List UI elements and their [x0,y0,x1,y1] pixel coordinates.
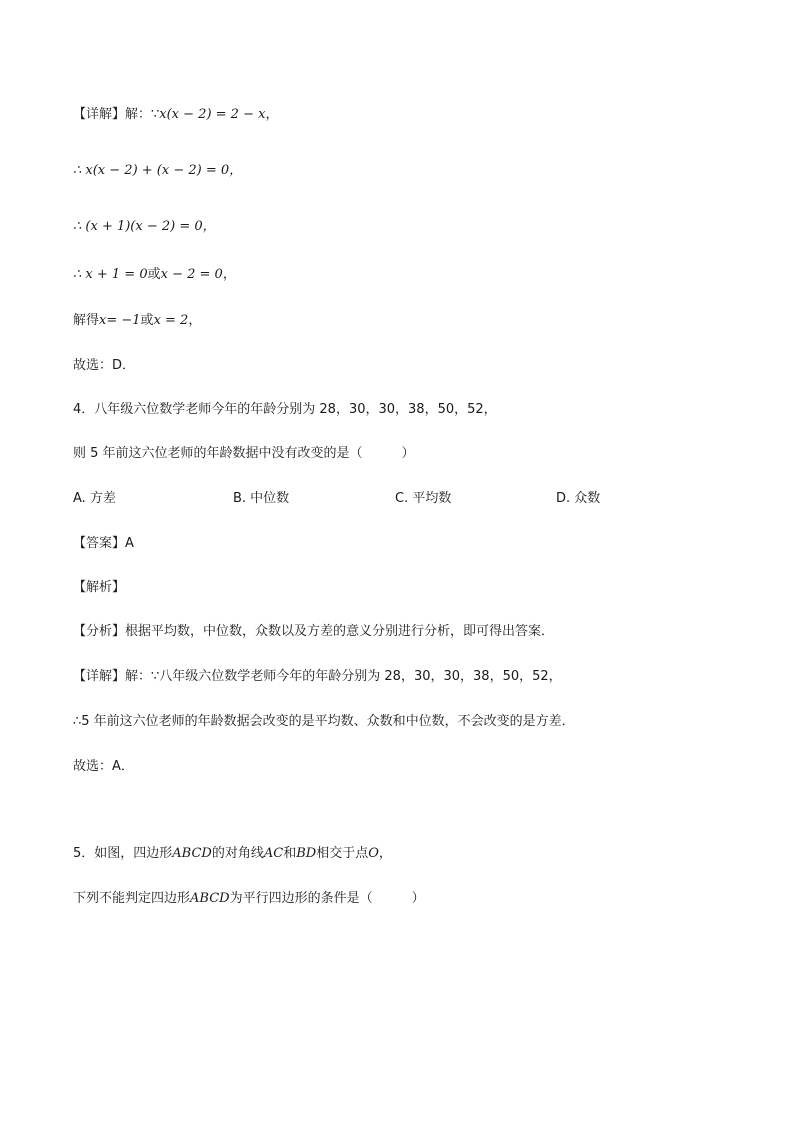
q4-analysis-heading: 【解析】 [73,580,126,595]
q3-detail-line [73,106,278,124]
math-label: ABCD [172,846,212,861]
math-expression: x = 2 [153,313,189,328]
math-label: O [368,846,379,861]
q3-step-product: ∴ (x + 1)(x − 2) = 0， [73,219,216,234]
q4-choice: 故选：A． [73,759,134,774]
solve-word: 解得 [73,313,100,328]
q3-solution-values [73,312,201,330]
detail-label: 【详解】解：∵ [73,107,160,122]
q4-detail-line-1: 【详解】解：∵八年级六位数学老师今年的年龄分别为 28，30，30，38，50，52， [73,669,562,684]
text: 的对角线 [211,846,264,861]
punctuation: ， [265,107,279,122]
math-label: ABCD [190,891,230,906]
math-expression: x(x − 2) = 2 − x [159,107,266,122]
punctuation: ， [222,267,236,282]
q5-stem-line-1 [73,845,392,863]
math-expression: x= −1 [99,313,141,328]
q5-stem-line-2 [73,890,425,908]
math-label: AC [263,846,284,861]
q3-choice: 故选：D． [73,358,136,373]
q4-stem-line-2: 则 5 年前这六位老师的年龄数据中没有改变的是（ ） [73,446,415,461]
text: 为平行四边形的条件是（ ） [229,891,425,906]
or-word: 或 [147,267,161,282]
q4-option-d: D. 众数 [556,491,601,506]
text: 相交于点 [316,846,369,861]
q4-detail-line-2: ∴5 年前这六位老师的年龄数据会改变的是平均数、众数和中位数，不会改变的是方差． [73,714,575,729]
q4-stem-line-1: 4．八年级六位数学老师今年的年龄分别为 28，30，30，38，50，52， [73,402,497,417]
q3-step-zero [73,266,236,284]
punctuation: ， [378,846,392,861]
text: 5．如图，四边形 [73,846,173,861]
q4-option-a: A. 方差 [73,491,116,506]
q4-answer: 【答案】A [73,536,134,551]
text: 和 [283,846,297,861]
math-label: BD [296,846,317,861]
q4-option-c: C. 平均数 [395,491,452,506]
math-expression: x − 2 = 0 [160,267,223,282]
punctuation: ， [188,313,202,328]
q4-option-b: B. 中位数 [233,491,290,506]
q4-analysis: 【分析】根据平均数，中位数，众数以及方差的意义分别进行分析，即可得出答案． [73,624,555,639]
math-expression: ∴ x + 1 = 0 [73,267,148,282]
text: 下列不能判定四边形 [73,891,191,906]
or-word: 或 [140,313,154,328]
q3-step-factor: ∴ x(x − 2) + (x − 2) = 0， [73,163,243,178]
